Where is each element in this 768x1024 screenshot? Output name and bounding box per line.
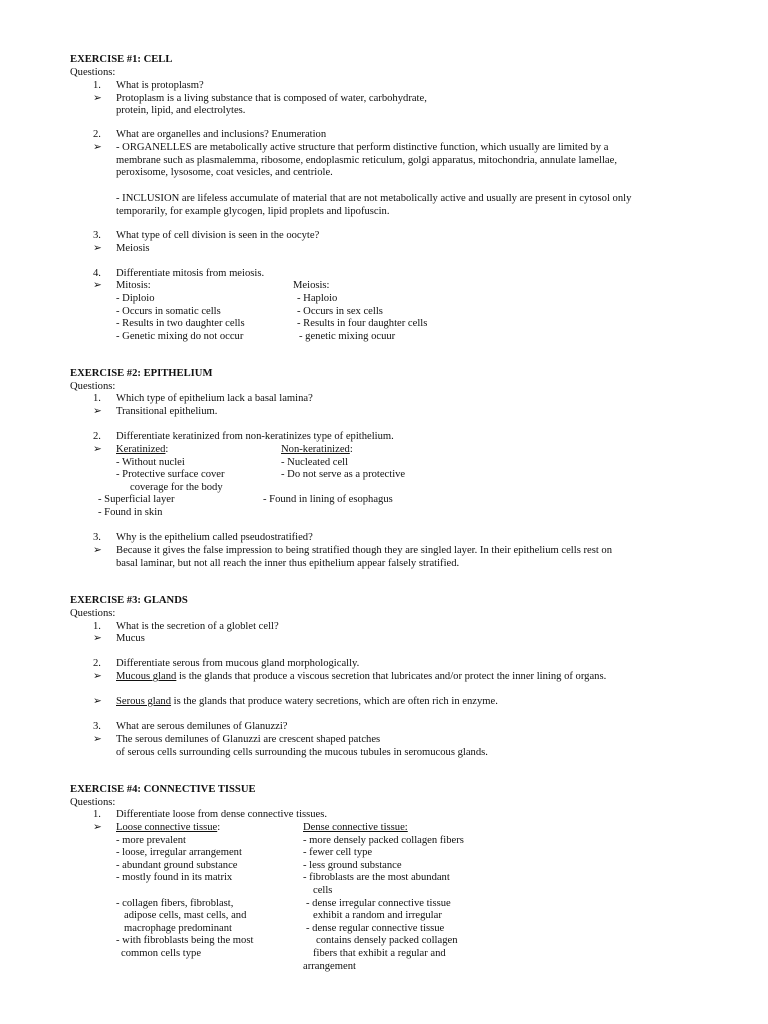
answer-text: membrane such as plasmalemma, ribosome, endoplasmic reticulum, golgi apparatus, mitochondria, annulate lamellae, (116, 155, 617, 166)
list-item: arrangement (303, 961, 356, 972)
list-number: 2. (93, 431, 101, 442)
list-item: - loose, irregular arrangement (116, 847, 242, 858)
list-item: - with fibroblasts being the most (116, 935, 254, 946)
list-number: 2. (93, 129, 101, 140)
arrow-bullet-icon: ➢ (93, 696, 102, 707)
list-item: - less ground substance (303, 860, 402, 871)
questions-label: Questions: (70, 608, 116, 619)
list-item: common cells type (121, 948, 202, 959)
arrow-bullet-icon: ➢ (93, 633, 102, 644)
list-number: 1. (93, 809, 101, 820)
list-item: - more prevalent (116, 835, 187, 846)
list-item: - Diploio (116, 293, 155, 304)
list-number: 1. (93, 393, 101, 404)
question-text: Differentiate keratinized from non-keratinizes type of epithelium. (116, 431, 394, 442)
list-item: - fibroblasts are the most abundant (303, 872, 450, 883)
exercise-2-title: EXERCISE #2: EPITHELIUM (70, 368, 213, 379)
keratinized-heading: Keratinized (116, 444, 166, 455)
question-text: Differentiate mitosis from meiosis. (116, 268, 265, 279)
list-item: contains densely packed collagen (316, 935, 458, 946)
questions-label: Questions: (70, 797, 116, 808)
list-number: 3. (93, 532, 101, 543)
question-text: Why is the epithelium called pseudostratified? (116, 532, 313, 543)
column-heading (116, 822, 220, 835)
list-item: adipose cells, mast cells, and (124, 910, 247, 921)
arrow-bullet-icon: ➢ (93, 734, 102, 745)
list-item: exhibit a random and irregular (313, 910, 442, 921)
list-item: - more densely packed collagen fibers (303, 835, 464, 846)
arrow-bullet-icon: ➢ (93, 243, 102, 254)
list-number: 3. (93, 721, 101, 732)
list-number: 2. (93, 658, 101, 669)
column-heading (281, 444, 353, 457)
answer-text: peroxisome, lysosome, coat vesicles, and centriole. (116, 167, 333, 178)
answer-text: Meiosis (116, 243, 150, 254)
exercise-1-title: EXERCISE #1: CELL (70, 54, 173, 65)
list-number: 1. (93, 621, 101, 632)
answer-text: Protoplasm is a living substance that is composed of water, carbohydrate, (116, 93, 427, 104)
answer-text: Because it gives the false impression to being stratified though they are singled layer. In their epithelium cells rest on (116, 545, 613, 556)
list-item: - dense regular connective tissue (306, 923, 445, 934)
mucous-gland-term: Mucous gland (116, 671, 177, 682)
answer-text: The serous demilunes of Glanuzzi are crescent shaped patches (116, 734, 381, 745)
question-text: What is the secretion of a globlet cell? (116, 621, 279, 632)
list-item: coverage for the body (130, 482, 223, 493)
column-heading (116, 444, 168, 457)
exercise-3-title: EXERCISE #3: GLANDS (70, 595, 188, 606)
answer-text (116, 696, 498, 709)
list-item: - Found in skin (98, 507, 163, 518)
non-keratinized-heading: Non-keratinized (281, 444, 350, 455)
answer-text: - ORGANELLES are metabolically active structure that perform distinctive function, which usually are limited by a (116, 142, 609, 153)
arrow-bullet-icon: ➢ (93, 280, 102, 291)
answer-text: temporarily, for example glycogen, lipid proplets and lipofuscin. (116, 206, 390, 217)
serous-gland-term: Serous gland (116, 696, 172, 707)
answer-text: Transitional epithelium. (116, 406, 218, 417)
arrow-bullet-icon: ➢ (93, 545, 102, 556)
list-item: - mostly found in its matrix (116, 872, 233, 883)
column-heading: Mitosis: (116, 280, 151, 291)
heading-colon: : (217, 822, 221, 833)
list-item: - Protective surface cover (116, 469, 225, 480)
answer-text: basal laminar, but not all reach the inner thus epithelium appear falsely stratified. (116, 558, 460, 569)
list-item: - Found in lining of esophagus (263, 494, 393, 505)
arrow-bullet-icon: ➢ (93, 406, 102, 417)
answer-text: Mucus (116, 633, 145, 644)
arrow-bullet-icon: ➢ (93, 142, 102, 153)
list-item: - Occurs in somatic cells (116, 306, 221, 317)
questions-label: Questions: (70, 381, 116, 392)
answer-text: is the glands that produce watery secretions, which are often rich in enzyme. (171, 696, 498, 707)
list-item: - Genetic mixing do not occur (116, 331, 244, 342)
question-text: What are serous demilunes of Glanuzzi? (116, 721, 288, 732)
list-item: fibers that exhibit a regular and (313, 948, 446, 959)
loose-tissue-heading: Loose connective tissue (116, 822, 218, 833)
answer-text (116, 671, 606, 684)
list-item: - Do not serve as a protective (281, 469, 406, 480)
question-text: What type of cell division is seen in the oocyte? (116, 230, 320, 241)
question-text: What is protoplasm? (116, 80, 204, 91)
list-item: - Haploio (297, 293, 338, 304)
answer-text: is the glands that produce a viscous secretion that lubricates and/or protect the inner lining of organs. (176, 671, 607, 682)
question-text: Differentiate loose from dense connective tissues. (116, 809, 328, 820)
list-number: 1. (93, 80, 101, 91)
answer-text: - INCLUSION are lifeless accumulate of material that are not metabolically active and usually are present in cytosol only (116, 193, 632, 204)
heading-colon: : (349, 444, 353, 455)
heading-colon: : (165, 444, 169, 455)
questions-label: Questions: (70, 67, 116, 78)
list-item: - fewer cell type (303, 847, 373, 858)
column-heading: Meiosis: (293, 280, 330, 291)
arrow-bullet-icon: ➢ (93, 444, 102, 455)
answer-text: protein, lipid, and electrolytes. (116, 105, 246, 116)
arrow-bullet-icon: ➢ (93, 93, 102, 104)
arrow-bullet-icon: ➢ (93, 822, 102, 833)
list-item: - Superficial layer (98, 494, 175, 505)
list-number: 4. (93, 268, 101, 279)
list-number: 3. (93, 230, 101, 241)
question-text: What are organelles and inclusions? Enumeration (116, 129, 327, 140)
list-item: macrophage predominant (124, 923, 232, 934)
list-item: - collagen fibers, fibroblast, (116, 898, 234, 909)
list-item: - abundant ground substance (116, 860, 238, 871)
answer-text: of serous cells surrounding cells surrounding the mucous tubules in seromucous glands. (116, 747, 488, 758)
list-item: - Without nuclei (116, 457, 185, 468)
dense-tissue-heading: Dense connective tissue: (303, 822, 408, 833)
question-text: Which type of epithelium lack a basal lamina? (116, 393, 313, 404)
exercise-4-title: EXERCISE #4: CONNECTIVE TISSUE (70, 784, 256, 795)
list-item: cells (313, 885, 333, 896)
list-item: - Results in two daughter cells (116, 318, 245, 329)
list-item: - Occurs in sex cells (297, 306, 383, 317)
list-item: - dense irregular connective tissue (306, 898, 451, 909)
list-item: - Nucleated cell (281, 457, 349, 468)
list-item: - genetic mixing ocuur (299, 331, 396, 342)
arrow-bullet-icon: ➢ (93, 671, 102, 682)
question-text: Differentiate serous from mucous gland morphologically. (116, 658, 360, 669)
list-item: - Results in four daughter cells (297, 318, 428, 329)
